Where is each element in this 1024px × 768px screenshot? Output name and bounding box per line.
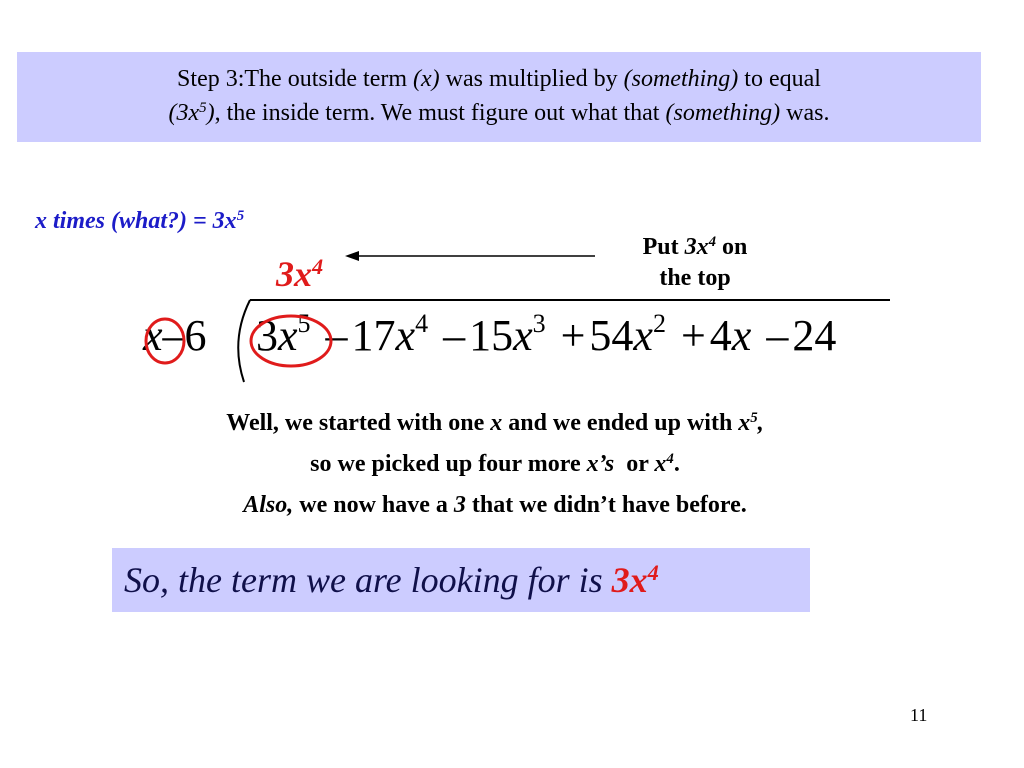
circle-highlight-3x5-icon xyxy=(248,313,334,369)
put-term-base: 3x xyxy=(684,234,709,260)
explanation-text-part: so we picked up four more xyxy=(310,451,587,477)
term-coefficient: 3 xyxy=(256,311,278,360)
circle-highlight-x-icon xyxy=(143,316,187,366)
quotient-term xyxy=(276,253,323,295)
term-coefficient: 4 xyxy=(709,311,732,360)
answer-box xyxy=(112,548,810,612)
dividend-term xyxy=(439,311,546,360)
term-operator: – xyxy=(325,311,348,360)
explanation-line-2 xyxy=(0,445,990,486)
step-italic-3x5 xyxy=(169,100,215,126)
explanation-exponent: 5 xyxy=(750,409,758,426)
put-text: on xyxy=(716,234,748,260)
term-operator: – xyxy=(443,311,466,360)
explanation-italic: x xyxy=(490,410,503,436)
term-exponent: 3 xyxy=(532,309,546,338)
divisor-operator: – xyxy=(162,311,185,360)
step-italic-x: (x) xyxy=(413,66,440,92)
question-text xyxy=(35,208,244,235)
explanation-italic: x’s xyxy=(586,451,615,477)
explanation-italic xyxy=(738,410,763,436)
term-operator: + xyxy=(680,311,706,360)
put-on-top-label xyxy=(605,233,785,292)
quotient-exponent: 4 xyxy=(312,253,324,279)
explanation-italic: Also, xyxy=(243,492,294,518)
explanation-line-3 xyxy=(0,486,990,524)
dividend-term xyxy=(762,311,836,360)
answer-term-exponent: 4 xyxy=(647,559,659,585)
question-exponent: 5 xyxy=(236,207,245,224)
step-italic-something: (something) xyxy=(665,100,781,126)
explanation-exponent: 4 xyxy=(666,450,674,467)
left-arrow-icon xyxy=(345,248,597,264)
answer-term xyxy=(612,560,659,600)
step-line-2 xyxy=(17,96,981,133)
step-line-1 xyxy=(17,62,981,96)
dividend-expression xyxy=(256,310,836,361)
put-label-line-2: the top xyxy=(659,265,731,291)
division-bar xyxy=(250,299,890,301)
explanation-text-part: and we ended up with xyxy=(502,410,739,436)
term-operator: – xyxy=(766,311,789,360)
explanation-italic-base: x xyxy=(738,410,751,436)
step-text: to equal xyxy=(738,66,821,92)
put-label-line-1 xyxy=(605,233,785,264)
term-variable: x xyxy=(513,311,533,360)
put-term-exponent: 4 xyxy=(708,233,717,250)
step-description-box xyxy=(17,52,981,142)
term-variable: x xyxy=(395,311,416,360)
put-term xyxy=(685,234,716,260)
term-coefficient: 54 xyxy=(589,311,634,360)
step-term-base: (3x xyxy=(168,100,200,126)
explanation-text xyxy=(0,404,990,524)
explanation-text-part: we now have a xyxy=(293,492,454,518)
term-variable: x xyxy=(278,311,298,360)
explanation-text-part: Well, we started with one xyxy=(226,410,491,436)
term-exponent: 5 xyxy=(297,309,311,338)
term-coefficient: 15 xyxy=(469,311,514,360)
page-number: 11 xyxy=(910,705,928,725)
divisor-constant: 6 xyxy=(184,311,207,360)
dividend-term xyxy=(677,311,751,360)
explanation-italic xyxy=(654,451,673,477)
explanation-italic: 3 xyxy=(453,492,466,518)
step-text: Step 3:The outside term xyxy=(177,66,414,92)
explanation-text-part: . xyxy=(673,451,680,477)
divisor-variable: x xyxy=(143,311,163,360)
step-italic-something: (something) xyxy=(623,66,739,92)
explanation-line-1 xyxy=(0,404,990,445)
quotient-base: 3x xyxy=(276,254,312,294)
term-variable: x xyxy=(731,311,752,360)
step-term-exponent: 5 xyxy=(199,99,207,116)
term-exponent: 4 xyxy=(415,309,429,338)
question-main: x times (what?) = 3x xyxy=(35,208,237,234)
answer-text: So, the term we are looking for is xyxy=(124,560,612,600)
step-term-close: ) xyxy=(206,100,215,126)
explanation-text-part: that we didn’t have before. xyxy=(465,492,747,518)
put-text: Put xyxy=(642,234,685,260)
term-coefficient: 24 xyxy=(792,311,837,360)
explanation-text-part: , xyxy=(757,410,764,436)
explanation-text-part: or xyxy=(614,451,655,477)
term-operator: + xyxy=(560,311,586,360)
step-text: was. xyxy=(780,100,830,126)
explanation-italic-base: x xyxy=(654,451,667,477)
term-variable: x xyxy=(633,311,653,360)
term-exponent: 2 xyxy=(652,309,666,338)
answer-term-base: 3x xyxy=(611,560,648,600)
step-text: was multiplied by xyxy=(439,66,624,92)
dividend-term xyxy=(322,311,429,360)
term-coefficient: 17 xyxy=(351,311,396,360)
step-text: , the inside term. We must figure out what that xyxy=(214,100,666,126)
dividend-term xyxy=(557,311,666,360)
